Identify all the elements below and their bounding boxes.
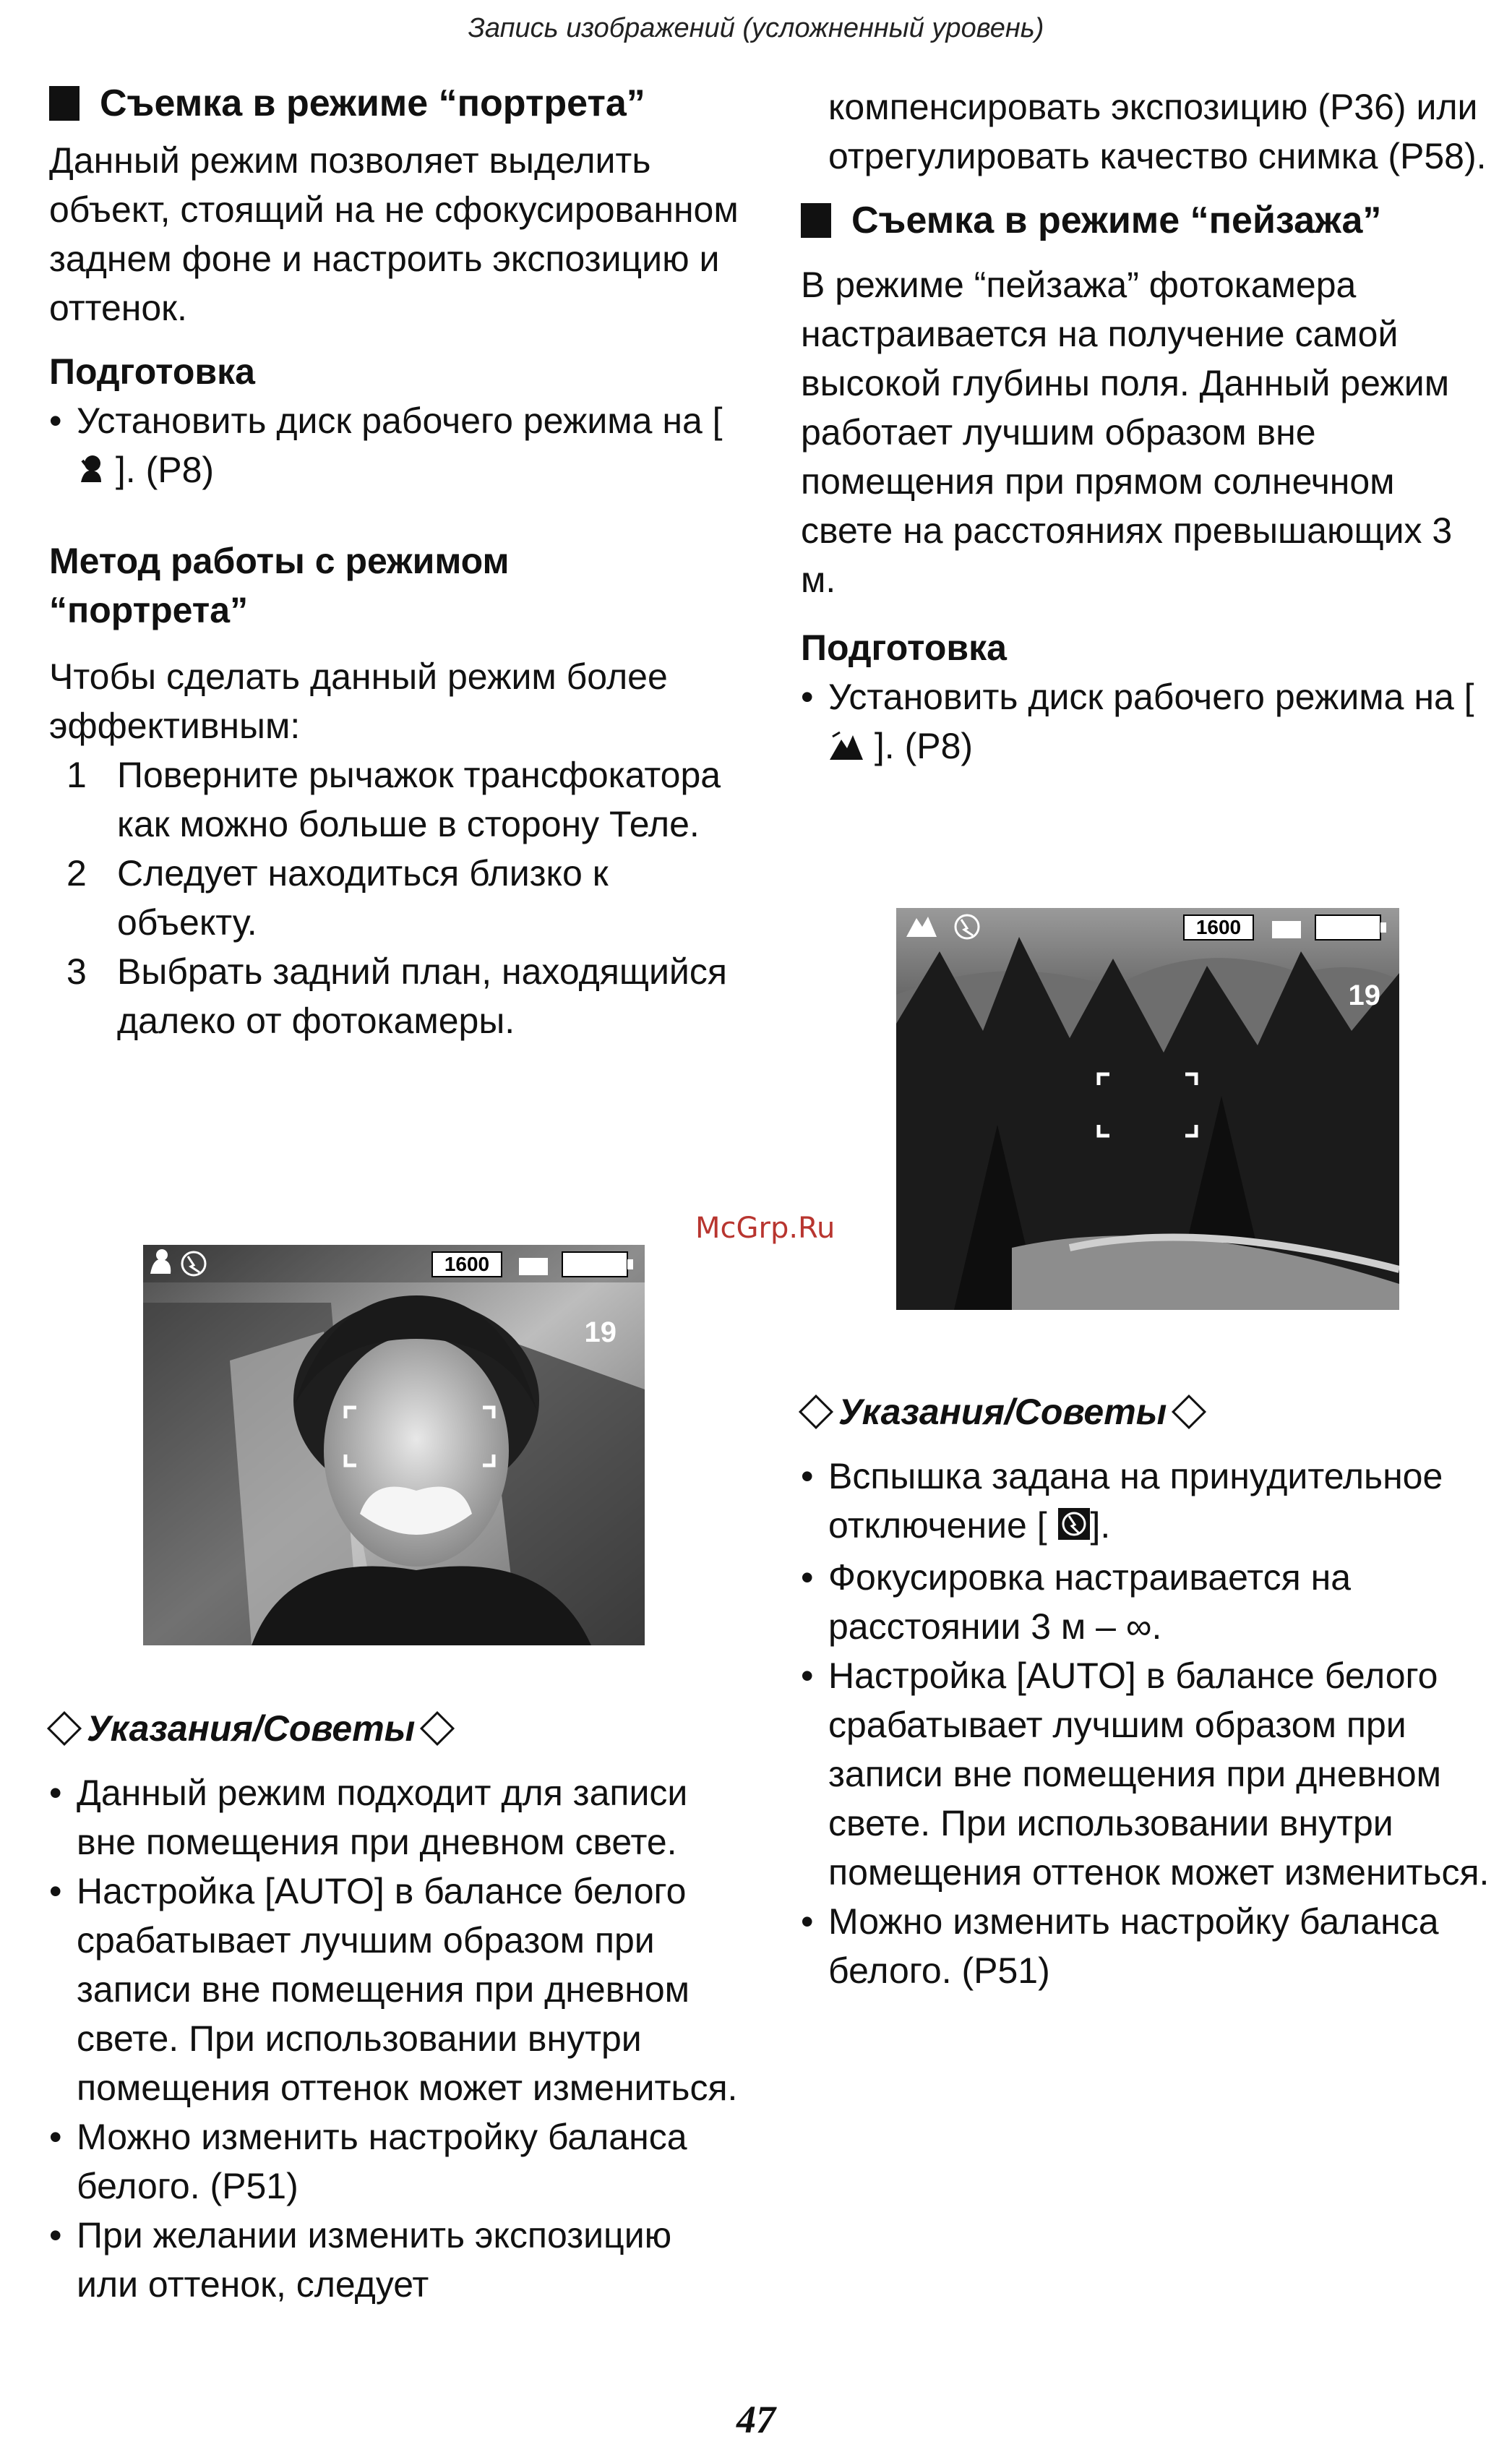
left-column <box>49 78 743 1045</box>
page-number: 47 <box>736 2398 776 2441</box>
section-marker-icon <box>49 86 80 121</box>
portrait-tips-list <box>49 1768 743 2309</box>
list-item: • Настройка [AUTO] в балансе белого срабатывает лучшим образом при записи вне помещения при дневном свете. При использовании внутри помещения оттенок может измениться. <box>49 1867 743 2112</box>
iso-readout: 1600 <box>444 1253 490 1275</box>
landscape-prep-title: Подготовка <box>801 627 1007 668</box>
diamond-icon <box>1172 1394 1206 1429</box>
list-item: • При желании изменить экспозицию или оттенок, следует <box>49 2211 743 2309</box>
list-item: • Можно изменить настройку баланса белого. (P51) <box>49 2112 743 2211</box>
method-steps <box>49 750 743 1045</box>
list-item: • Фокусировка настраивается на расстоянии 3 м – ∞. <box>801 1553 1495 1651</box>
list-item: 3 Выбрать задний план, находящийся далеко от фотокамеры. <box>66 951 727 1041</box>
method-intro: Чтобы сделать данный режим более эффективным: <box>49 656 668 746</box>
diamond-icon <box>799 1394 833 1429</box>
portrait-screen-image <box>143 1245 645 1645</box>
list-item: • Установить диск рабочего режима на [ ]. (P8) <box>801 672 1495 774</box>
list-item: • Настройка [AUTO] в балансе белого срабатывает лучшим образом при записи вне помещения при дневном свете. При использовании внутри помещения оттенок может измениться. <box>801 1651 1495 1897</box>
portrait-prep-list <box>49 396 743 497</box>
continuation-text: компенсировать экспозицию (P36) или отрегулировать качество снимка (P58). <box>828 87 1487 176</box>
landscape-tips-title: Указания/Советы <box>801 1387 1495 1437</box>
landscape-mode-icon <box>828 724 864 774</box>
diamond-icon <box>420 1711 455 1746</box>
landscape-prep-list <box>801 672 1495 774</box>
landscape-heading: Съемка в режиме “пейзажа” <box>801 195 1495 246</box>
shots-remaining: 19 <box>584 1316 617 1348</box>
landscape-intro: В режиме “пейзажа” фотокамера настраивается на получение самой высокой глубины поля. Данный режим работает лучшим образом вне помещения при прямом солнечном свете на расстояниях превышающих 3 м. <box>801 265 1453 600</box>
shots-remaining: 19 <box>1348 980 1380 1011</box>
list-item: • Данный режим подходит для записи вне помещения при дневном свете. <box>49 1768 743 1867</box>
portrait-tips-title: Указания/Советы <box>49 1703 743 1754</box>
portrait-heading: Съемка в режиме “портрета” <box>49 78 743 129</box>
list-item: 1 Поверните рычажок трансфокатора как можно больше в сторону Теле. <box>66 754 721 844</box>
list-item: 2 Следует находиться близко к объекту. <box>66 852 609 943</box>
landscape-screen-image <box>896 908 1399 1310</box>
diamond-icon <box>47 1711 82 1746</box>
flash-off-icon <box>1057 1504 1091 1553</box>
portrait-mode-icon <box>77 448 106 497</box>
page-header: Запись изображений (усложненный уровень) <box>468 13 1044 43</box>
list-item: • Можно изменить настройку баланса белого. (P51) <box>801 1897 1495 1995</box>
watermark: McGrp.Ru <box>695 1212 836 1245</box>
method-title: Метод работы с режимом “портрета” <box>49 540 510 630</box>
landscape-tips <box>801 1387 1495 1995</box>
portrait-intro: Данный режим позволяет выделить объект, стоящий на не сфокусированном заднем фоне и настроить экспозицию и оттенок. <box>49 140 739 328</box>
list-item: • Установить диск рабочего режима на [ ]. (P8) <box>49 396 743 497</box>
section-marker-icon <box>801 203 831 238</box>
landscape-tips-list <box>801 1452 1495 1995</box>
portrait-tips <box>49 1703 743 2309</box>
iso-readout: 1600 <box>1195 916 1242 938</box>
right-column <box>801 82 1495 774</box>
portrait-prep-title: Подготовка <box>49 351 255 392</box>
list-item: • Вспышка задана на принудительное отключение [ ]. <box>801 1452 1495 1553</box>
